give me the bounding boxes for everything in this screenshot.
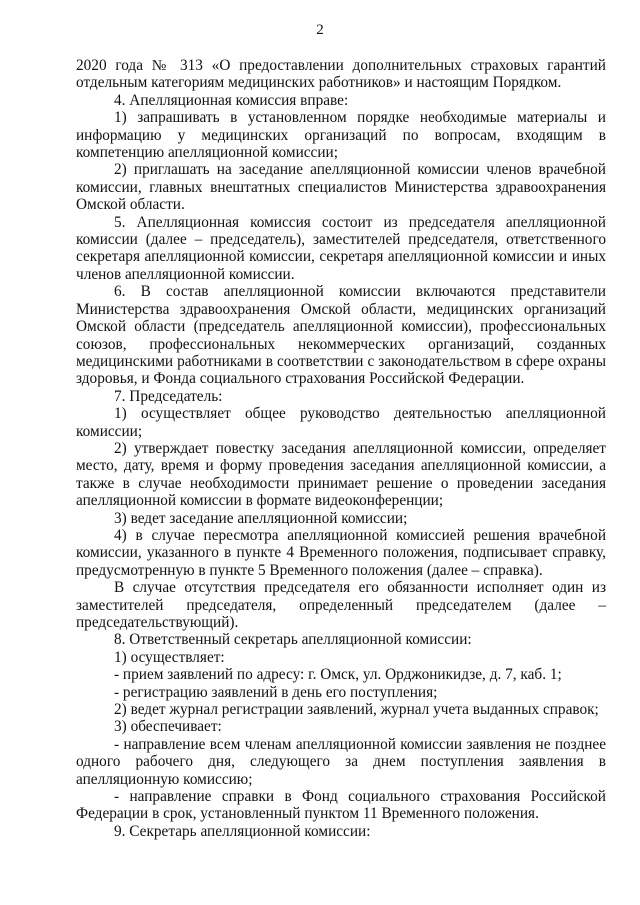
page-number: 2: [316, 22, 324, 38]
paragraph: 1) осуществляет общее руководство деятельностью апелляционной комиссии;: [76, 405, 606, 440]
paragraph: - прием заявлений по адресу: г. Омск, ул. Орджоникидзе, д. 7, каб. 1;: [114, 666, 562, 684]
paragraph: - регистрацию заявлений в день его поступления;: [114, 683, 438, 701]
paragraph: 3) ведет заседание апелляционной комиссии;: [114, 509, 408, 527]
paragraph: 1) осуществляет:: [114, 648, 225, 666]
paragraph: - направление справки в Фонд социального страхования Российской Федерации в срок, установленный пунктом 11 Временного положения.: [76, 788, 606, 823]
paragraph: 4. Апелляционная комиссия вправе:: [114, 91, 349, 109]
paragraph: 6. В состав апелляционной комиссии включаются представители Министерства здравоохранения Омской области, медицинских организаций Омской области (председатель апелляционной комиссии), профессиональных союзов, профессиональных некоммерческих организаций, созданных медицинскими работниками в соответствии с законодательством в сфере охраны здоровья, и Фонда социального страхования Российской Федерации.: [76, 283, 606, 388]
paragraph: 3) обеспечивает:: [114, 718, 222, 736]
paragraph: 1) запрашивать в установленном порядке необходимые материалы и информацию у медицинских организаций по вопросам, входящим в компетенцию апелляционной комиссии;: [76, 109, 606, 162]
paragraph: 7. Председатель:: [114, 387, 223, 405]
document-body: [76, 57, 606, 840]
paragraph: 4) в случае пересмотра апелляционной комиссией решения врачебной комиссии, указанного в пункте 4 Временного положения, подписывает справку, предусмотренную в пункте 5 Временного положения (далее – справка).: [76, 526, 606, 579]
paragraph: - направление всем членам апелляционной комиссии заявления не позднее одного рабочего дня, следующего за днем поступления заявления в апелляционную комиссию;: [76, 735, 606, 788]
paragraph: В случае отсутствия председателя его обязанности исполняет один из заместителей председателя, определенный председателем (далее – председательствующий).: [76, 579, 606, 631]
paragraph: 9. Секретарь апелляционной комиссии:: [114, 822, 371, 840]
paragraph: 2020 года № 313 «О предоставлении дополнительных страховых гарантий отдельным категориям медицинских работников» и настоящим Порядком.: [76, 57, 606, 92]
paragraph: 5. Апелляционная комиссия состоит из председателя апелляционной комиссии (далее – председатель), заместителей председателя, ответственного секретаря апелляционной комиссии, секретаря апелляционной комиссии и иных членов апелляционной комиссии.: [76, 213, 606, 283]
paragraph: 2) приглашать на заседание апелляционной комиссии членов врачебной комиссии, главных внештатных специалистов Министерства здравоохранения Омской области.: [76, 161, 606, 214]
paragraph: 2) ведет журнал регистрации заявлений, журнал учета выданных справок;: [114, 701, 599, 719]
paragraph: 8. Ответственный секретарь апелляционной комиссии:: [114, 631, 472, 649]
paragraph: 2) утверждает повестку заседания апелляционной комиссии, определяет место, дату, время и форму проведения заседания апелляционной комиссии, а также в случае необходимости принимает решение о проведении заседания апелляционной комиссии в формате видеоконференции;: [76, 439, 606, 510]
